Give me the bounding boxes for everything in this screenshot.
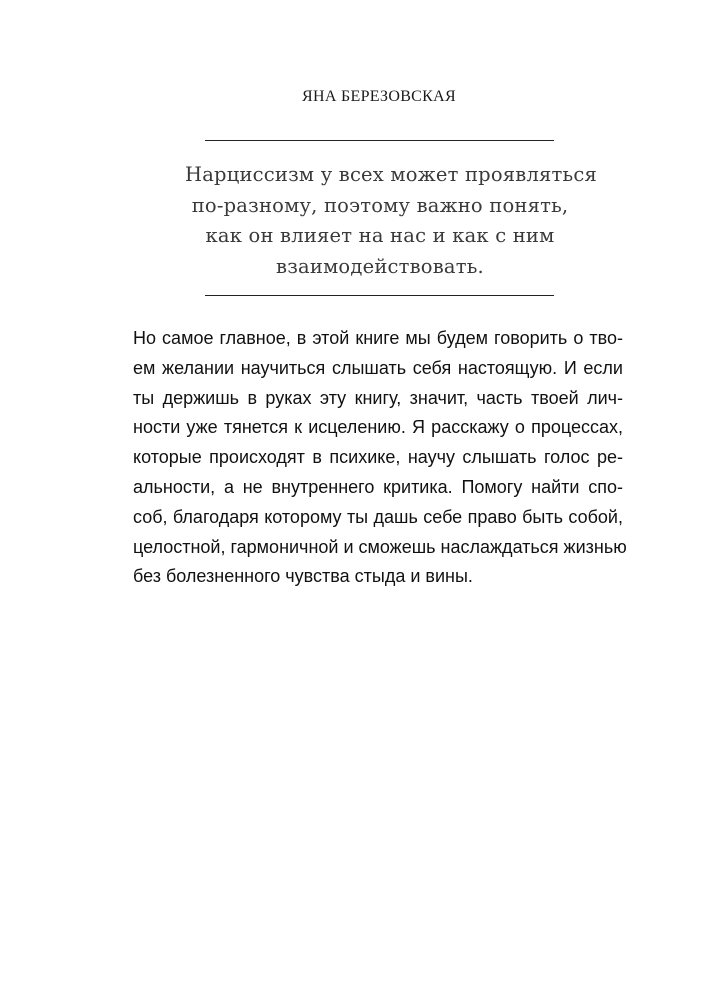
pull-quote-line: взаимодействовать. (276, 254, 484, 278)
body-line: Но самое главное, в этой книге мы будем говорить о тво- (133, 328, 623, 348)
body-line: без болезненного чувства стыда и вины. (133, 566, 473, 587)
body-paragraph (133, 324, 627, 592)
pull-quote-line: как он влияет на нас и как с ним (205, 224, 555, 247)
body-line: ности уже тянется к исцелению. Я расскажу о процессах, (133, 417, 623, 438)
quote-top-rule (205, 140, 554, 141)
body-line: альности, а не внутреннего критика. Помогу найти спо- (133, 476, 623, 497)
body-line: ты держишь в руках эту книгу, значит, часть твоей лич- (133, 387, 623, 408)
body-line: целостной, гармоничной и сможешь наслаждаться жизнью (133, 536, 627, 557)
pull-quote-line: по-разному, поэтому важно понять, (191, 193, 569, 217)
body-line: соб, благодаря которому ты дашь себе право быть собой, (133, 506, 623, 527)
body-line: которые происходят в психике, научу слышать голос ре- (133, 447, 623, 468)
running-head-author: ЯНА БЕРЕЗОВСКАЯ (302, 88, 456, 105)
pull-quote (185, 160, 597, 282)
quote-bottom-rule (205, 295, 554, 296)
pull-quote-line: Нарциссизм у всех может проявляться (185, 163, 597, 186)
body-line: ем желании научиться слышать себя настоящую. И если (133, 357, 623, 378)
